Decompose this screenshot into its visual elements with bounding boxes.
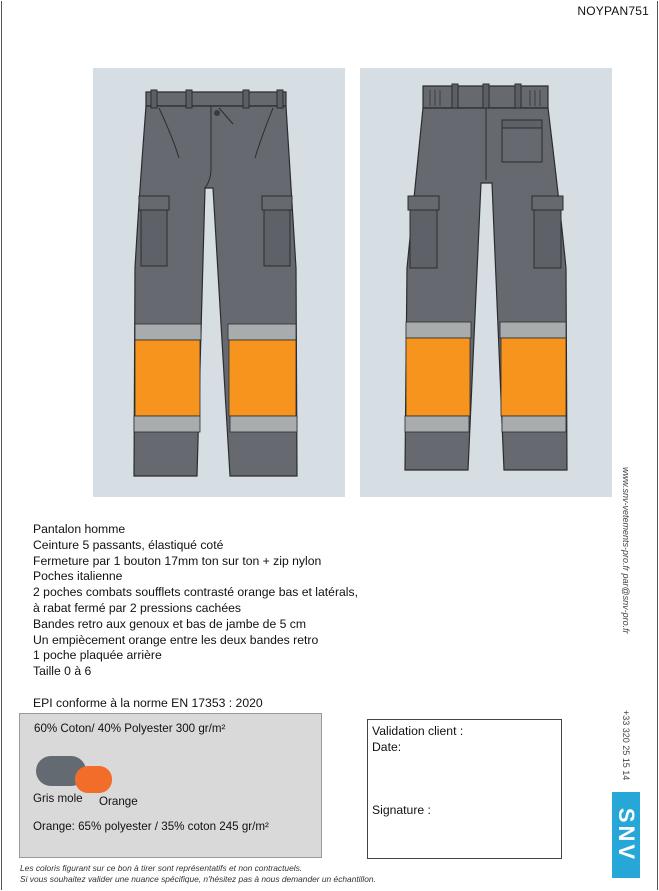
phone-vertical: +33 320 25 15 14 (621, 710, 631, 781)
front-belt-loop (243, 90, 249, 108)
grey-swatch-label: Gris mole (33, 792, 83, 805)
front-belt-loop (277, 90, 283, 108)
back-right-knee-reflective-band (500, 322, 566, 338)
back-belt-loop (515, 84, 521, 108)
description-line: Un empiècement orange entre les deux bandes retro (33, 632, 319, 647)
validation-signature-label: Signature : (372, 803, 431, 817)
disclaimer-line-2: Si vous souhaitez valider une nuance spécifique, n'hésitez pas à nous demander un échantillon. (20, 874, 376, 884)
description-line: 2 poches combats soufflets contrasté orange bas et latérals, (33, 585, 358, 600)
snv-logo (612, 792, 640, 878)
trousers-front-illustration (93, 68, 345, 497)
trousers-back-illustration (360, 68, 612, 497)
color-disclaimer (20, 863, 376, 885)
front-left-knee-reflective-band (135, 324, 201, 340)
front-left-pocket-flap (139, 196, 169, 210)
product-reference: NOYPAN751 (577, 4, 649, 18)
front-view-panel (93, 68, 345, 497)
description-line: Bandes retro aux genoux et bas de jambe de 5 cm (33, 616, 307, 631)
description-line: 1 poche plaquée arrière (33, 648, 162, 663)
orange-color-swatch (75, 766, 112, 793)
back-left-hem-reflective-band (405, 416, 469, 432)
description-line: Pantalon homme (33, 522, 126, 536)
back-left-knee-reflective-band (406, 322, 471, 338)
back-view-panel (360, 68, 612, 497)
front-right-pocket-flap (262, 196, 292, 210)
orange-swatch-label: Orange (99, 795, 138, 808)
back-right-pocket-flap (532, 196, 563, 210)
front-button (214, 110, 220, 116)
back-left-pocket-flap (408, 196, 439, 210)
front-belt-loop (151, 90, 157, 108)
fabric-composition-box (19, 713, 322, 858)
back-right-orange-panel (501, 338, 566, 416)
fabric-main-composition: 60% Coton/ 40% Polyester 300 gr/m² (34, 722, 226, 735)
website-email-vertical: www.snv-vetements-pro.fr par@snv-pro.fr (621, 467, 631, 634)
front-left-hem-reflective-band (134, 416, 200, 432)
description-line: Fermeture par 1 bouton 17mm ton sur ton + zip nylon (33, 553, 322, 568)
back-belt-loop (483, 84, 489, 108)
description-line: Ceinture 5 passants, élastiqué coté (33, 537, 224, 552)
validation-client-label: Validation client : (372, 724, 464, 738)
disclaimer-line-1: Les coloris figurant sur ce bon à tirer sont représentatifs et non contractuels. (20, 863, 303, 873)
orange-fabric-composition: Orange: 65% polyester / 35% coton 245 gr/m² (33, 820, 269, 833)
front-right-hem-reflective-band (230, 416, 297, 432)
snv-logo-text: SNV (614, 807, 639, 863)
description-line: Poches italienne (33, 569, 123, 584)
validation-date-label: Date: (372, 740, 402, 754)
description-line: Taille 0 à 6 (33, 664, 92, 679)
epi-standard: EPI conforme à la norme EN 17353 : 2020 (33, 696, 263, 710)
back-right-hem-reflective-band (502, 416, 566, 432)
description-line: à rabat fermé par 2 pressions cachées (33, 600, 241, 615)
back-belt-loop (452, 84, 458, 108)
client-validation-box[interactable] (367, 719, 562, 859)
front-right-orange-panel (229, 340, 296, 416)
front-waistband (146, 92, 286, 106)
front-left-orange-panel (135, 340, 200, 416)
back-patch-pocket-hem (502, 120, 542, 128)
product-description (33, 522, 358, 680)
back-left-orange-panel (406, 338, 470, 416)
front-right-knee-reflective-band (228, 324, 296, 340)
front-belt-loop (186, 90, 192, 108)
